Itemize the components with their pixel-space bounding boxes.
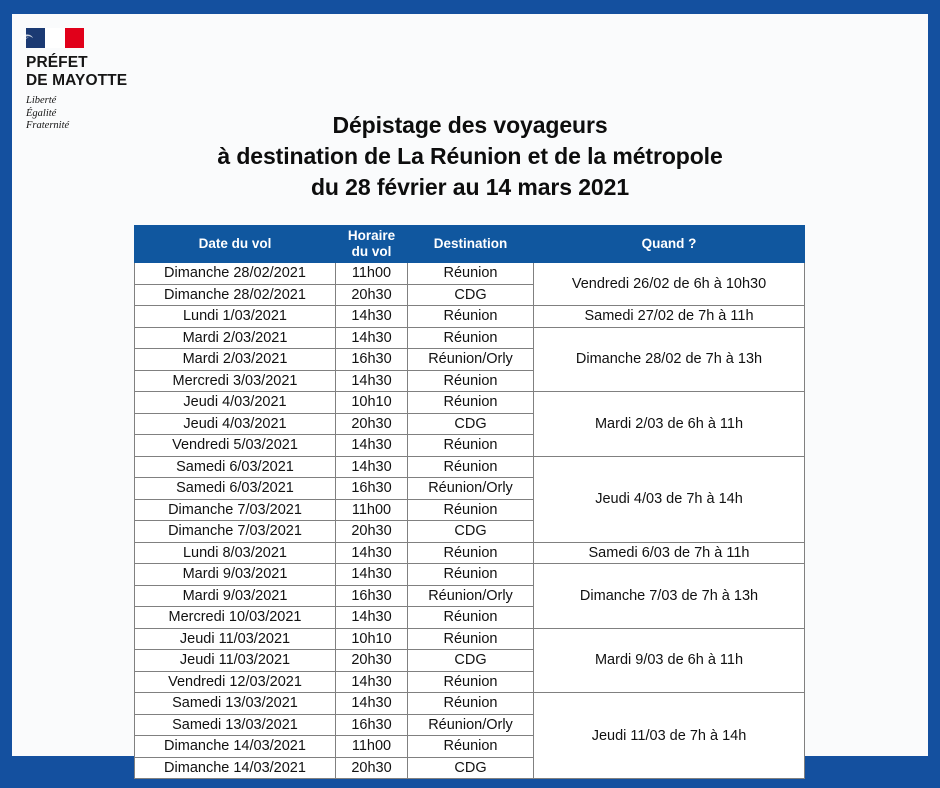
cell-destination: Réunion [408, 542, 534, 564]
cell-flight-time: 14h30 [336, 435, 408, 457]
cell-destination: Réunion [408, 435, 534, 457]
cell-flight-date: Dimanche 28/02/2021 [135, 263, 336, 285]
cell-flight-time: 10h10 [336, 392, 408, 414]
cell-flight-time: 20h30 [336, 413, 408, 435]
cell-flight-date: Vendredi 5/03/2021 [135, 435, 336, 457]
cell-flight-date: Samedi 13/03/2021 [135, 693, 336, 715]
cell-flight-time: 14h30 [336, 693, 408, 715]
cell-destination: Réunion [408, 499, 534, 521]
cell-flight-date: Mercredi 3/03/2021 [135, 370, 336, 392]
cell-testing-window: Samedi 6/03 de 7h à 11h [534, 542, 805, 564]
cell-flight-time: 14h30 [336, 542, 408, 564]
column-header-date: Date du vol [135, 226, 336, 263]
table-row [135, 327, 805, 349]
marianne-icon [17, 30, 35, 45]
cell-flight-date: Lundi 8/03/2021 [135, 542, 336, 564]
cell-flight-time: 10h10 [336, 628, 408, 650]
schedule-table-wrapper [134, 225, 804, 779]
table-row [135, 392, 805, 414]
cell-flight-date: Dimanche 7/03/2021 [135, 521, 336, 543]
cell-destination: Réunion [408, 607, 534, 629]
cell-destination: Réunion/Orly [408, 714, 534, 736]
column-header-time-line1: Horaire [347, 228, 396, 243]
cell-destination: Réunion [408, 456, 534, 478]
cell-testing-window: Mardi 9/03 de 6h à 11h [534, 628, 805, 693]
cell-destination: CDG [408, 284, 534, 306]
table-row [135, 564, 805, 586]
cell-flight-date: Mardi 2/03/2021 [135, 349, 336, 371]
cell-destination: Réunion [408, 693, 534, 715]
cell-flight-date: Jeudi 4/03/2021 [135, 392, 336, 414]
cell-flight-date: Dimanche 14/03/2021 [135, 757, 336, 779]
title-line-3: du 28 février au 14 mars 2021 [310, 174, 630, 200]
table-row [135, 693, 805, 715]
cell-testing-window: Samedi 27/02 de 7h à 11h [534, 306, 805, 328]
cell-destination: Réunion [408, 306, 534, 328]
table-row [135, 628, 805, 650]
logo-title-line2: DE MAYOTTE [26, 71, 128, 89]
table-row [135, 306, 805, 328]
cell-flight-date: Samedi 6/03/2021 [135, 456, 336, 478]
cell-testing-window: Dimanche 7/03 de 7h à 13h [534, 564, 805, 629]
poster-frame [12, 14, 928, 776]
cell-flight-time: 14h30 [336, 456, 408, 478]
title-line-2: à destination de La Réunion et de la métropole [217, 143, 723, 169]
cell-flight-date: Mardi 9/03/2021 [135, 585, 336, 607]
cell-destination: Réunion/Orly [408, 585, 534, 607]
cell-flight-date: Lundi 1/03/2021 [135, 306, 336, 328]
cell-destination: Réunion/Orly [408, 478, 534, 500]
cell-flight-time: 14h30 [336, 671, 408, 693]
cell-flight-date: Jeudi 4/03/2021 [135, 413, 336, 435]
cell-flight-date: Vendredi 12/03/2021 [135, 671, 336, 693]
cell-flight-date: Dimanche 14/03/2021 [135, 736, 336, 758]
cell-flight-time: 20h30 [336, 521, 408, 543]
column-header-destination: Destination [408, 226, 534, 263]
cell-flight-time: 20h30 [336, 650, 408, 672]
cell-flight-time: 20h30 [336, 284, 408, 306]
page-title [12, 107, 928, 203]
column-header-time-line2: du vol [351, 244, 392, 259]
cell-destination: Réunion [408, 263, 534, 285]
cell-flight-time: 20h30 [336, 757, 408, 779]
cell-flight-date: Dimanche 7/03/2021 [135, 499, 336, 521]
cell-flight-date: Mardi 2/03/2021 [135, 327, 336, 349]
motto-egalite: Égalité [26, 107, 57, 119]
cell-destination: Réunion [408, 370, 534, 392]
cell-destination: CDG [408, 757, 534, 779]
cell-flight-time: 16h30 [336, 585, 408, 607]
schedule-table [134, 225, 805, 779]
schedule-table-body [135, 263, 805, 779]
cell-flight-date: Mardi 9/03/2021 [135, 564, 336, 586]
cell-flight-date: Jeudi 11/03/2021 [135, 628, 336, 650]
cell-flight-time: 14h30 [336, 607, 408, 629]
cell-flight-time: 14h30 [336, 306, 408, 328]
cell-flight-time: 14h30 [336, 564, 408, 586]
cell-flight-time: 16h30 [336, 349, 408, 371]
cell-flight-time: 16h30 [336, 714, 408, 736]
cell-testing-window: Dimanche 28/02 de 7h à 13h [534, 327, 805, 392]
cell-flight-date: Dimanche 28/02/2021 [135, 284, 336, 306]
cell-flight-time: 14h30 [336, 370, 408, 392]
column-header-when: Quand ? [534, 226, 805, 263]
logo-title-line1: PRÉFET [26, 54, 88, 71]
cell-flight-time: 11h00 [336, 499, 408, 521]
cell-destination: CDG [408, 413, 534, 435]
cell-flight-time: 11h00 [336, 736, 408, 758]
cell-destination: Réunion [408, 628, 534, 650]
cell-destination: Réunion [408, 564, 534, 586]
cell-testing-window: Vendredi 26/02 de 6h à 10h30 [534, 263, 805, 306]
cell-destination: Réunion/Orly [408, 349, 534, 371]
cell-flight-time: 14h30 [336, 327, 408, 349]
title-line-1: Dépistage des voyageurs [332, 112, 608, 138]
french-flag-icon [26, 28, 84, 48]
cell-testing-window: Mardi 2/03 de 6h à 11h [534, 392, 805, 457]
cell-destination: CDG [408, 650, 534, 672]
cell-flight-time: 11h00 [336, 263, 408, 285]
cell-testing-window: Jeudi 4/03 de 7h à 14h [534, 456, 805, 542]
cell-flight-time: 16h30 [336, 478, 408, 500]
cell-flight-date: Mercredi 10/03/2021 [135, 607, 336, 629]
cell-flight-date: Samedi 6/03/2021 [135, 478, 336, 500]
cell-flight-date: Samedi 13/03/2021 [135, 714, 336, 736]
cell-destination: Réunion [408, 671, 534, 693]
column-header-time [336, 226, 408, 263]
cell-destination: Réunion [408, 736, 534, 758]
cell-destination: CDG [408, 521, 534, 543]
cell-destination: Réunion [408, 392, 534, 414]
table-header-row [135, 226, 805, 263]
motto-liberte: Liberté [26, 95, 57, 106]
cell-flight-date: Jeudi 11/03/2021 [135, 650, 336, 672]
motto-fraternite: Fraternité [26, 120, 70, 131]
table-row [135, 263, 805, 285]
cell-destination: Réunion [408, 327, 534, 349]
table-row [135, 456, 805, 478]
cell-testing-window: Jeudi 11/03 de 7h à 14h [534, 693, 805, 779]
table-row [135, 542, 805, 564]
